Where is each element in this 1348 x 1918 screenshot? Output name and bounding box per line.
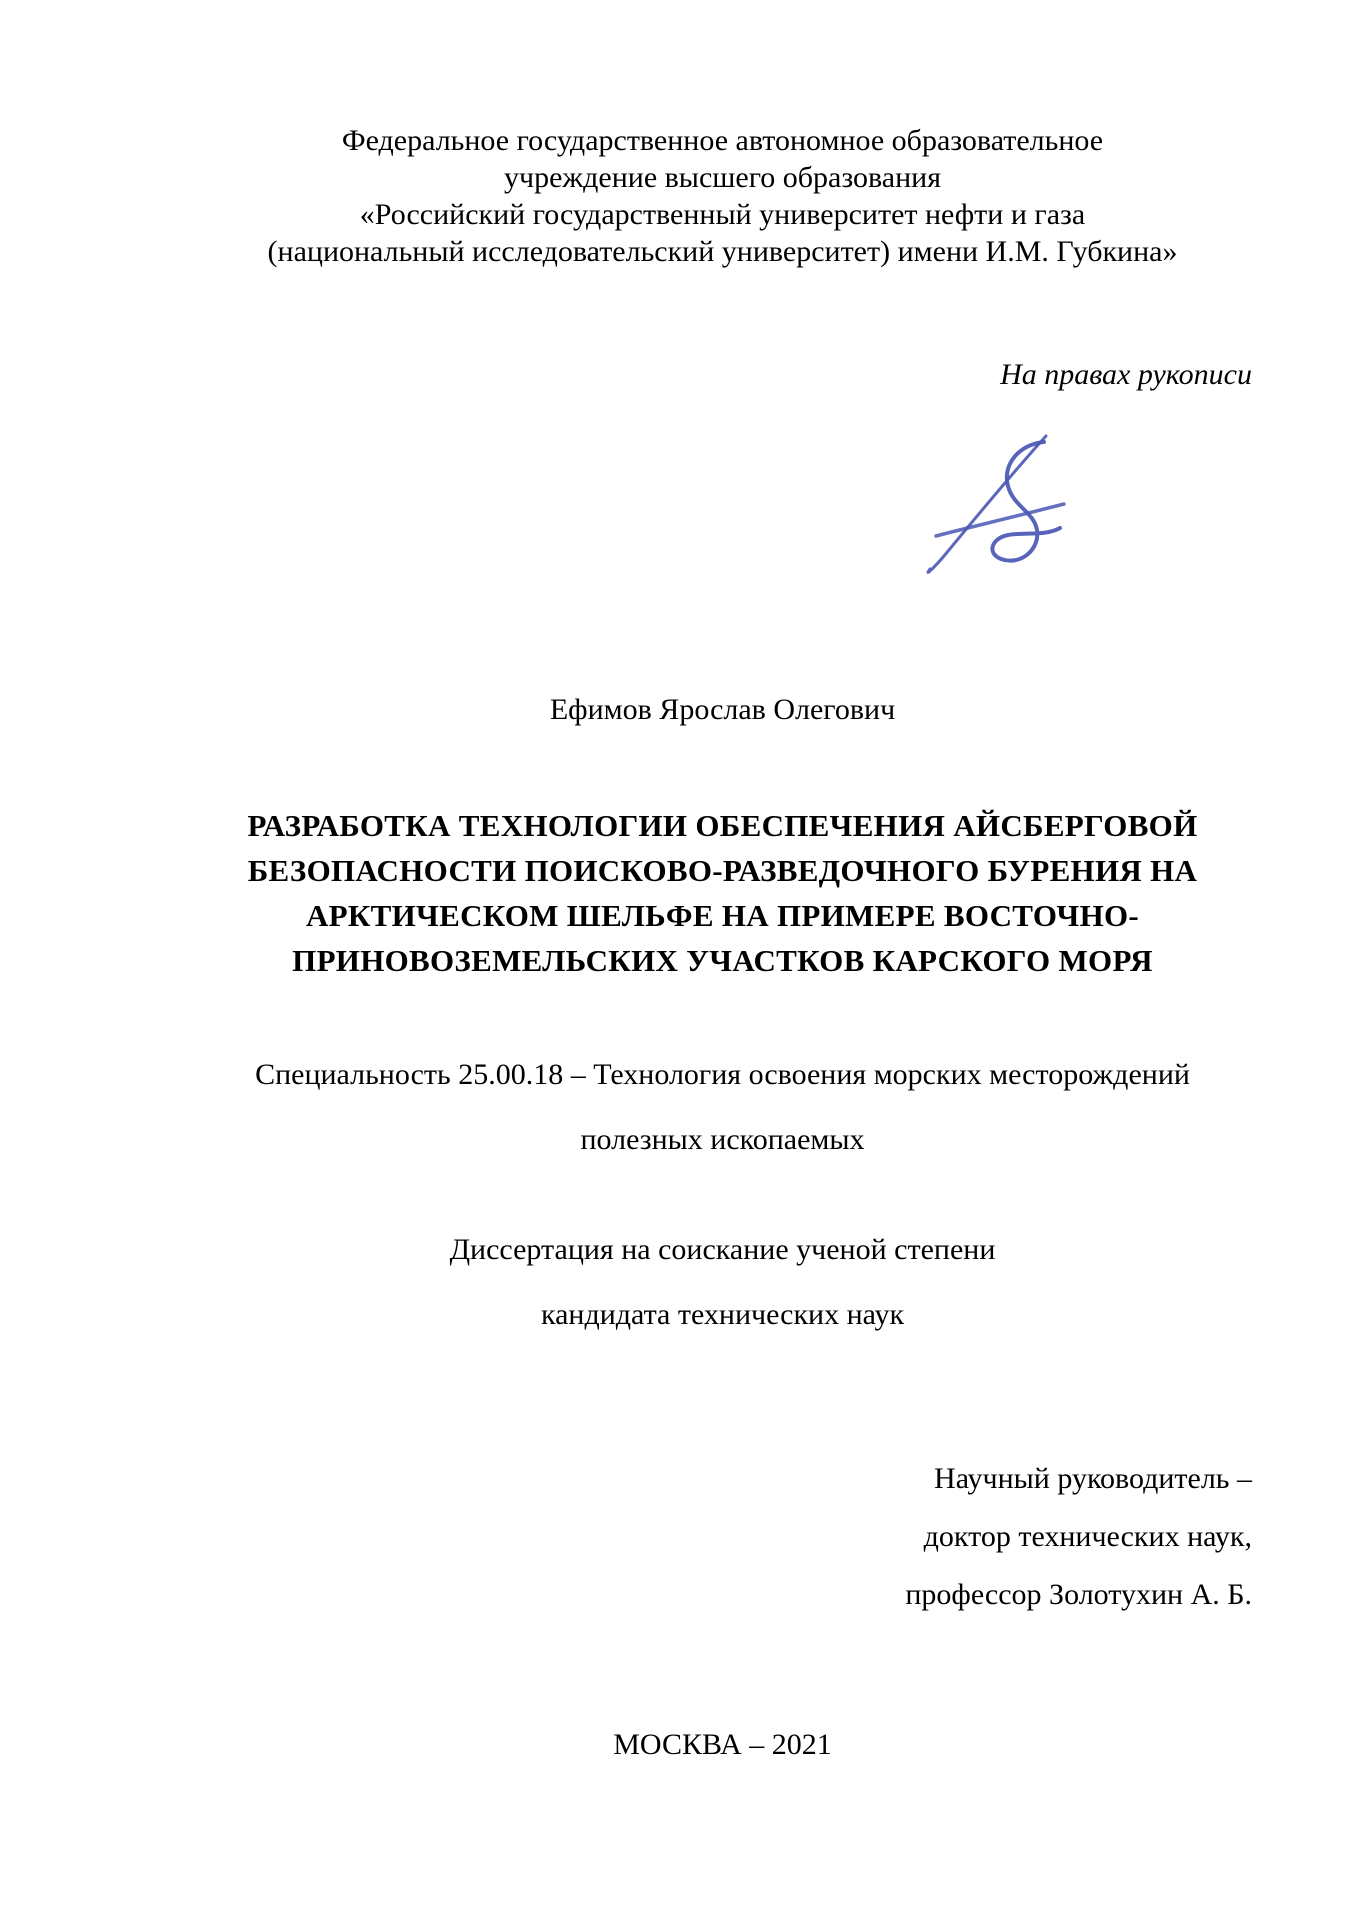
university-header-line-2: учреждение высшего образования <box>504 161 941 194</box>
dissertation-title-line-4: ПРИНОВОЗЕМЕЛЬСКИХ УЧАСТКОВ КАРСКОГО МОРЯ <box>292 943 1153 978</box>
dissertation-title-line-2: БЕЗОПАСНОСТИ ПОИСКОВО-РАЗВЕДОЧНОГО БУРЕНИЯ НА <box>247 853 1198 888</box>
dissertation-type-line-2: кандидата технических наук <box>540 1298 905 1331</box>
university-header-line-1: Федеральное государственное автономное образовательное <box>341 124 1104 157</box>
university-header-line-3: «Российский государственный университет нефти и газа <box>359 198 1086 231</box>
supervisor-line-2: доктор технических наук, <box>923 1520 1252 1553</box>
dissertation-title <box>193 803 1252 983</box>
supervisor-line-3: профессор Золотухин А. Б. <box>905 1578 1252 1611</box>
signature-svg <box>922 416 1088 578</box>
signature-image <box>922 416 1088 578</box>
university-header-line-4: (национальный исследовательский университет) имени И.М. Губкина» <box>267 235 1178 268</box>
manuscript-rights-note: На правах рукописи <box>1000 358 1252 391</box>
supervisor-line-1: Научный руководитель – <box>934 1462 1252 1495</box>
specialty-line-1: Специальность 25.00.18 – Технология освоения морских месторождений <box>255 1058 1190 1091</box>
supervisor-info <box>193 1450 1252 1624</box>
specialty-line-2: полезных ископаемых <box>580 1123 865 1156</box>
university-header <box>193 122 1252 270</box>
city-year: МОСКВА – 2021 <box>613 1728 832 1761</box>
dissertation-title-line-3: АРКТИЧЕСКОМ ШЕЛЬФЕ НА ПРИМЕРЕ ВОСТОЧНО- <box>305 898 1140 933</box>
author-name: Ефимов Ярослав Олегович <box>549 693 896 726</box>
dissertation-title-line-1: РАЗРАБОТКА ТЕХНОЛОГИИ ОБЕСПЕЧЕНИЯ АЙСБЕРГОВОЙ <box>247 808 1198 843</box>
dissertation-type-line-1: Диссертация на соискание ученой степени <box>449 1233 996 1266</box>
